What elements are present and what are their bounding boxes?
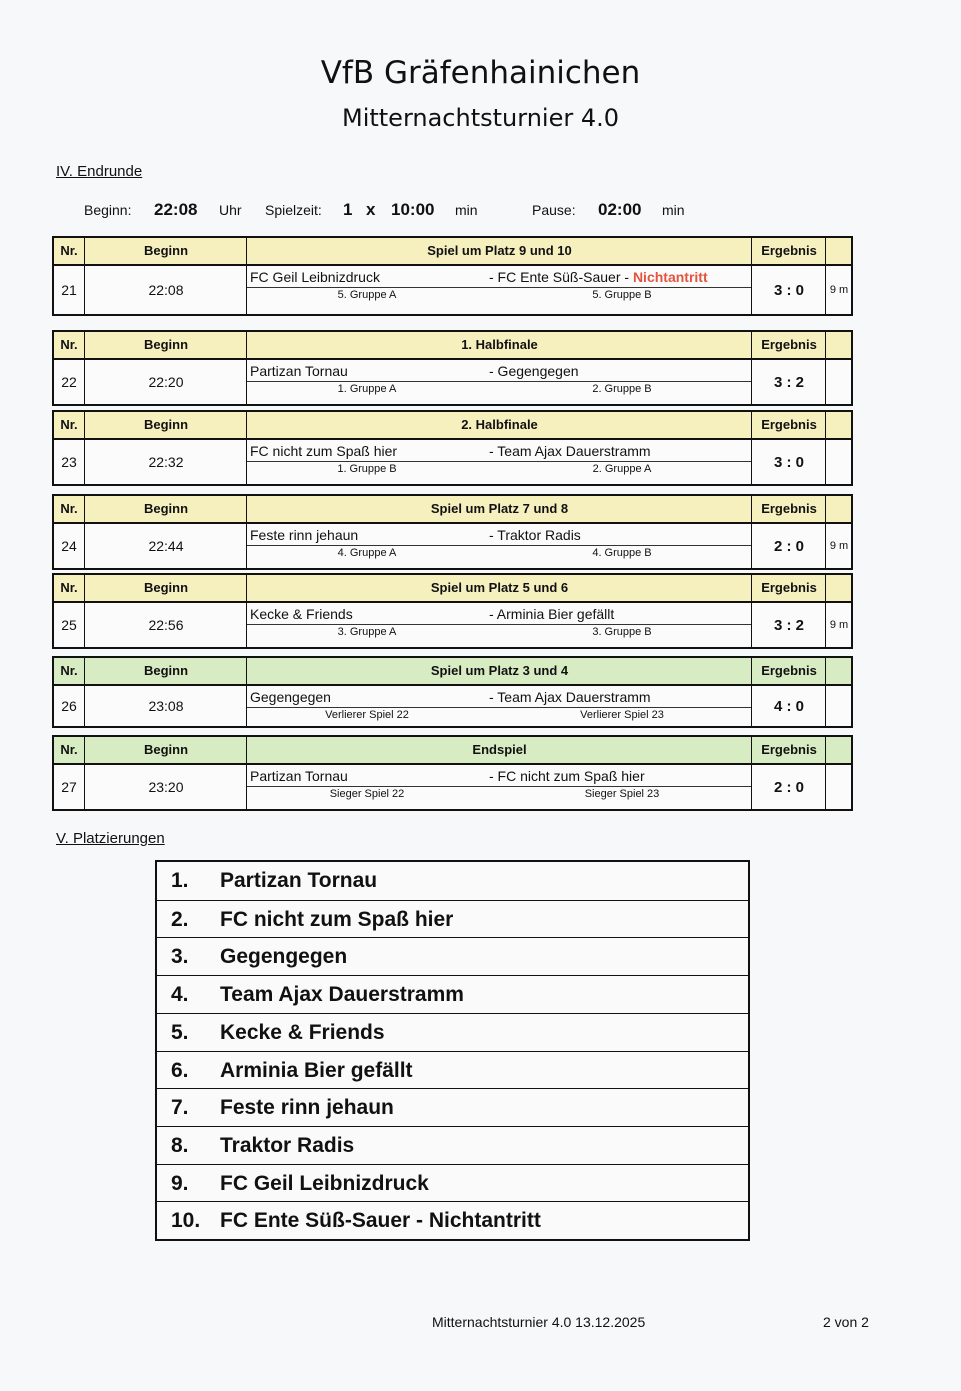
home-team: Partizan Tornau xyxy=(250,768,348,784)
ranking-place: 10. xyxy=(171,1209,201,1233)
ranking-row xyxy=(157,937,748,976)
ranking-place: 2. xyxy=(171,907,189,931)
match-game xyxy=(246,440,752,484)
header-beginn: Beginn xyxy=(84,238,247,264)
match-nr: 25 xyxy=(61,617,77,633)
ranking-place: 8. xyxy=(171,1133,189,1157)
header-nr: Nr. xyxy=(60,663,78,678)
match-block xyxy=(52,330,853,406)
match-score: 3 : 0 xyxy=(751,440,826,484)
spielzeit-label: Spielzeit: xyxy=(265,202,322,218)
ranking-team: Partizan Tornau xyxy=(220,869,378,892)
match-time: 22:08 xyxy=(84,266,247,314)
ranking-row xyxy=(157,862,748,900)
ranking-row xyxy=(157,1051,748,1090)
header-round: Spiel um Platz 7 und 8 xyxy=(246,496,752,522)
ranking-place: 6. xyxy=(171,1058,189,1082)
away-team: - Traktor Radis xyxy=(489,527,581,543)
match-extra: 9 m xyxy=(825,603,852,647)
match-block xyxy=(52,494,853,570)
section-endrunde: IV. Endrunde xyxy=(56,163,143,180)
ranking-row xyxy=(157,1164,748,1203)
ranking-team: FC Ente Süß-Sauer - Nichtantritt xyxy=(220,1209,541,1233)
header-nr: Nr. xyxy=(60,243,78,258)
spielzeit-min: min xyxy=(455,202,478,218)
match-time: 23:20 xyxy=(84,765,247,809)
match-header xyxy=(54,238,851,266)
match-header xyxy=(54,332,851,360)
away-team-wrap xyxy=(489,606,614,622)
match-header xyxy=(54,412,851,440)
match-extra xyxy=(825,765,852,809)
match-nr: 22 xyxy=(61,374,77,390)
pause-value: 02:00 xyxy=(598,200,642,219)
header-extra xyxy=(825,496,852,522)
match-score: 3 : 0 xyxy=(751,266,826,314)
header-nr: Nr. xyxy=(60,501,78,516)
ranking-team: Traktor Radis xyxy=(220,1133,355,1157)
header-round: 1. Halbfinale xyxy=(246,332,752,358)
match-header xyxy=(54,658,851,686)
match-game xyxy=(246,686,752,726)
away-team: - Arminia Bier gefällt xyxy=(489,606,615,622)
spielzeit-x: x xyxy=(366,200,376,219)
ranking-row xyxy=(157,1201,748,1240)
rankings-table xyxy=(155,860,750,1241)
ranking-place: 9. xyxy=(171,1171,189,1195)
match-nr: 27 xyxy=(61,779,77,795)
header-nr: Nr. xyxy=(60,742,78,757)
ranking-row xyxy=(157,1088,748,1127)
away-qualifier: Sieger Spiel 23 xyxy=(584,788,660,800)
ranking-team: Team Ajax Dauerstramm xyxy=(220,983,464,1007)
away-team: - Team Ajax Dauerstramm xyxy=(489,689,651,705)
page-subtitle: Mitternachtsturnier 4.0 xyxy=(341,104,620,132)
ranking-place: 3. xyxy=(171,945,189,969)
match-block xyxy=(52,410,853,486)
match-game xyxy=(246,266,752,314)
spielzeit-count: 1 xyxy=(343,200,353,219)
away-qualifier: 4. Gruppe B xyxy=(592,547,652,559)
match-header xyxy=(54,496,851,524)
match-nr: 26 xyxy=(61,698,77,714)
match-game xyxy=(246,524,752,568)
beginn-value: 22:08 xyxy=(154,200,198,219)
away-qualifier: 2. Gruppe A xyxy=(592,463,652,475)
home-qualifier: Verlierer Spiel 22 xyxy=(325,709,409,721)
header-beginn: Beginn xyxy=(84,575,247,601)
match-score: 2 : 0 xyxy=(751,765,826,809)
header-ergebnis: Ergebnis xyxy=(751,496,826,522)
match-row xyxy=(54,524,851,568)
match-row xyxy=(54,765,851,809)
match-block xyxy=(52,656,853,728)
home-team: FC nicht zum Spaß hier xyxy=(250,443,398,459)
header-round: Spiel um Platz 5 und 6 xyxy=(246,575,752,601)
home-team: FC Geil Leibnizdruck xyxy=(250,269,380,285)
ranking-row xyxy=(157,900,748,939)
match-time: 23:08 xyxy=(84,686,247,726)
ranking-place: 4. xyxy=(171,983,189,1007)
divider xyxy=(247,707,752,708)
page-title: VfB Gräfenhainichen xyxy=(320,55,641,91)
match-extra xyxy=(825,686,852,726)
match-row xyxy=(54,360,851,404)
ranking-row xyxy=(157,975,748,1014)
match-extra xyxy=(825,440,852,484)
ranking-team: FC Geil Leibnizdruck xyxy=(220,1171,429,1195)
away-team-wrap xyxy=(489,689,651,705)
match-game xyxy=(246,765,752,809)
away-team: - Team Ajax Dauerstramm xyxy=(489,443,651,459)
away-team-wrap xyxy=(489,443,651,459)
away-team-wrap xyxy=(489,768,645,784)
divider xyxy=(247,786,752,787)
match-block xyxy=(52,236,853,316)
match-header xyxy=(54,737,851,765)
match-time: 22:20 xyxy=(84,360,247,404)
away-qualifier: 2. Gruppe B xyxy=(592,383,652,395)
match-score: 2 : 0 xyxy=(751,524,826,568)
header-ergebnis: Ergebnis xyxy=(751,575,826,601)
match-row xyxy=(54,686,851,726)
divider xyxy=(247,624,752,625)
pause-min: min xyxy=(662,202,685,218)
header-beginn: Beginn xyxy=(84,496,247,522)
header-extra xyxy=(825,412,852,438)
ranking-team: Arminia Bier gefällt xyxy=(220,1058,413,1082)
home-qualifier: Sieger Spiel 22 xyxy=(329,788,405,800)
home-qualifier: 4. Gruppe A xyxy=(337,547,397,559)
away-team-wrap xyxy=(489,269,708,285)
header-beginn: Beginn xyxy=(84,332,247,358)
ranking-team: Feste rinn jehaun xyxy=(220,1096,394,1120)
home-team: Partizan Tornau xyxy=(250,363,348,379)
header-nr: Nr. xyxy=(60,580,78,595)
match-score: 3 : 2 xyxy=(751,603,826,647)
section-platzierungen: V. Platzierungen xyxy=(56,830,165,847)
match-time: 22:32 xyxy=(84,440,247,484)
beginn-label: Beginn: xyxy=(84,202,132,218)
match-score: 3 : 2 xyxy=(751,360,826,404)
pause-label: Pause: xyxy=(532,202,576,218)
match-game xyxy=(246,360,752,404)
header-round: Spiel um Platz 3 und 4 xyxy=(246,658,752,684)
ranking-team: Kecke & Friends xyxy=(220,1020,385,1044)
divider xyxy=(247,381,752,382)
match-extra: 9 m xyxy=(825,524,852,568)
match-row xyxy=(54,440,851,484)
ranking-row xyxy=(157,1126,748,1165)
match-header xyxy=(54,575,851,603)
ranking-place: 1. xyxy=(171,869,189,892)
home-team: Gegengegen xyxy=(250,689,331,705)
header-round: Endspiel xyxy=(246,737,752,763)
away-qualifier: 5. Gruppe B xyxy=(592,289,652,301)
footer-center: Mitternachtsturnier 4.0 13.12.2025 xyxy=(432,1314,646,1330)
header-round: Spiel um Platz 9 und 10 xyxy=(246,238,752,264)
header-ergebnis: Ergebnis xyxy=(751,737,826,763)
header-round: 2. Halbfinale xyxy=(246,412,752,438)
match-block xyxy=(52,573,853,649)
header-extra xyxy=(825,238,852,264)
divider xyxy=(247,545,752,546)
header-beginn: Beginn xyxy=(84,737,247,763)
home-team: Feste rinn jehaun xyxy=(250,527,359,543)
header-ergebnis: Ergebnis xyxy=(751,238,826,264)
away-qualifier: 3. Gruppe B xyxy=(592,626,652,638)
match-block xyxy=(52,735,853,811)
home-team: Kecke & Friends xyxy=(250,606,353,622)
header-nr: Nr. xyxy=(60,337,78,352)
spielzeit-value: 10:00 xyxy=(391,200,435,219)
away-team-wrap xyxy=(489,363,579,379)
header-extra xyxy=(825,575,852,601)
match-nr: 24 xyxy=(61,538,77,554)
header-extra xyxy=(825,658,852,684)
match-row xyxy=(54,266,851,314)
match-row xyxy=(54,603,851,647)
ranking-row xyxy=(157,1013,748,1052)
match-game xyxy=(246,603,752,647)
divider xyxy=(247,287,752,288)
header-beginn: Beginn xyxy=(84,412,247,438)
ranking-team: Gegengegen xyxy=(220,945,348,969)
header-extra xyxy=(825,737,852,763)
header-ergebnis: Ergebnis xyxy=(751,332,826,358)
home-qualifier: 1. Gruppe A xyxy=(337,383,397,395)
header-nr: Nr. xyxy=(60,417,78,432)
footer-page: 2 von 2 xyxy=(823,1314,869,1330)
header-extra xyxy=(825,332,852,358)
match-time: 22:56 xyxy=(84,603,247,647)
home-qualifier: 1. Gruppe B xyxy=(337,463,397,475)
away-team: - FC Ente Süß-Sauer - xyxy=(489,269,630,285)
match-nr: 23 xyxy=(61,454,77,470)
match-extra xyxy=(825,360,852,404)
header-beginn: Beginn xyxy=(84,658,247,684)
away-team: - Gegengegen xyxy=(489,363,579,379)
away-team-wrap xyxy=(489,527,581,543)
home-qualifier: 5. Gruppe A xyxy=(337,289,397,301)
match-extra: 9 m xyxy=(825,266,852,314)
ranking-place: 5. xyxy=(171,1020,189,1044)
ranking-team: FC nicht zum Spaß hier xyxy=(220,907,454,931)
divider xyxy=(247,461,752,462)
match-score: 4 : 0 xyxy=(751,686,826,726)
match-nr: 21 xyxy=(61,282,77,298)
away-note: Nichtantritt xyxy=(632,269,708,285)
header-ergebnis: Ergebnis xyxy=(751,412,826,438)
match-time: 22:44 xyxy=(84,524,247,568)
away-qualifier: Verlierer Spiel 23 xyxy=(580,709,664,721)
home-qualifier: 3. Gruppe A xyxy=(337,626,397,638)
ranking-place: 7. xyxy=(171,1096,189,1120)
header-ergebnis: Ergebnis xyxy=(751,658,826,684)
uhr-label: Uhr xyxy=(219,202,242,218)
away-team: - FC nicht zum Spaß hier xyxy=(489,768,645,784)
